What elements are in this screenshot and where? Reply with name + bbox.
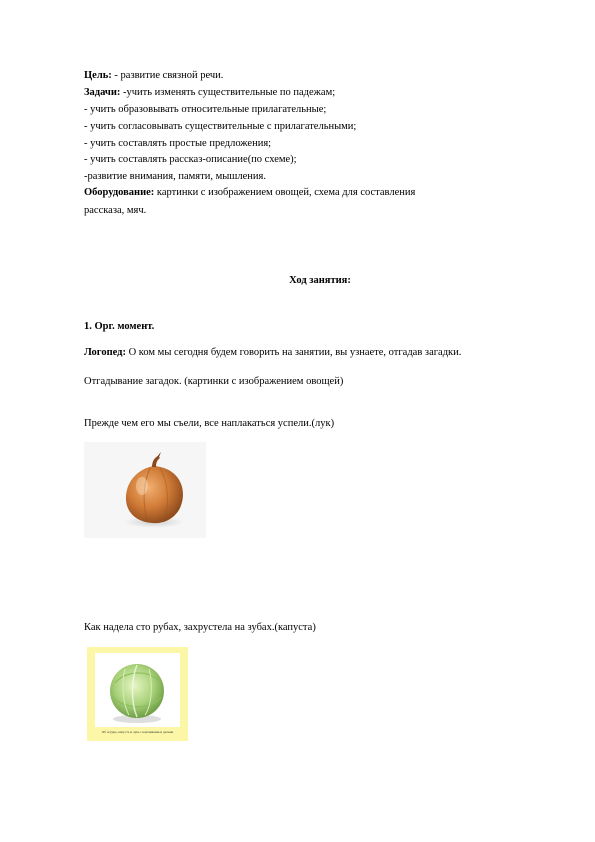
equipment-text: картинки с изображением овощей, схема для составления: [154, 187, 416, 198]
goal-label: Цель:: [84, 70, 112, 81]
cabbage-photo-frame: [95, 653, 180, 727]
task-item: - учить согласовывать существительные с прилагательными;: [84, 121, 357, 132]
equipment-label: Оборудование:: [84, 187, 155, 198]
tasks-line: [84, 86, 335, 99]
section-heading: 1. Орг. момент.: [84, 321, 155, 332]
onion-icon: [84, 442, 206, 538]
riddle-1: Прежде чем его мы съели, все наплакаться успели.(лук): [84, 418, 335, 429]
task-item: - учить составлять рассказ-описание(по схеме);: [84, 154, 297, 165]
task-item: - учить образовывать относительные прилагательные;: [84, 104, 327, 115]
equipment-line: [84, 186, 415, 199]
riddle-2: Как надела сто рубах, захрустела на зубах.(капуста): [84, 622, 316, 633]
goal-text: - развитие связной речи.: [111, 70, 224, 81]
task-item: - учить составлять простые предложения;: [84, 138, 272, 149]
speech-line: [84, 346, 461, 359]
speech-label: Логопед:: [84, 347, 126, 358]
speech-text: О ком мы сегодня будем говорить на занятии, вы узнаете, отгадав загадки.: [125, 347, 462, 358]
cabbage-image: [87, 647, 188, 741]
tasks-label: Задачи:: [84, 87, 121, 98]
task-item: -развитие внимания, памяти, мышления.: [84, 171, 266, 182]
cabbage-icon: [95, 653, 180, 727]
onion-image: [84, 442, 206, 538]
lesson-heading: Ход занятия:: [289, 275, 351, 286]
equipment-line-2: рассказа, мяч.: [84, 205, 147, 216]
cabbage-caption: Об огурце, капусте и луке с картинками и детьми: [101, 730, 174, 734]
tasks-first: -учить изменять существительные по падежам;: [120, 87, 336, 98]
goal-line: [84, 69, 223, 82]
guessing-line: Отгадывание загадок. (картинки с изображением овощей): [84, 376, 344, 387]
